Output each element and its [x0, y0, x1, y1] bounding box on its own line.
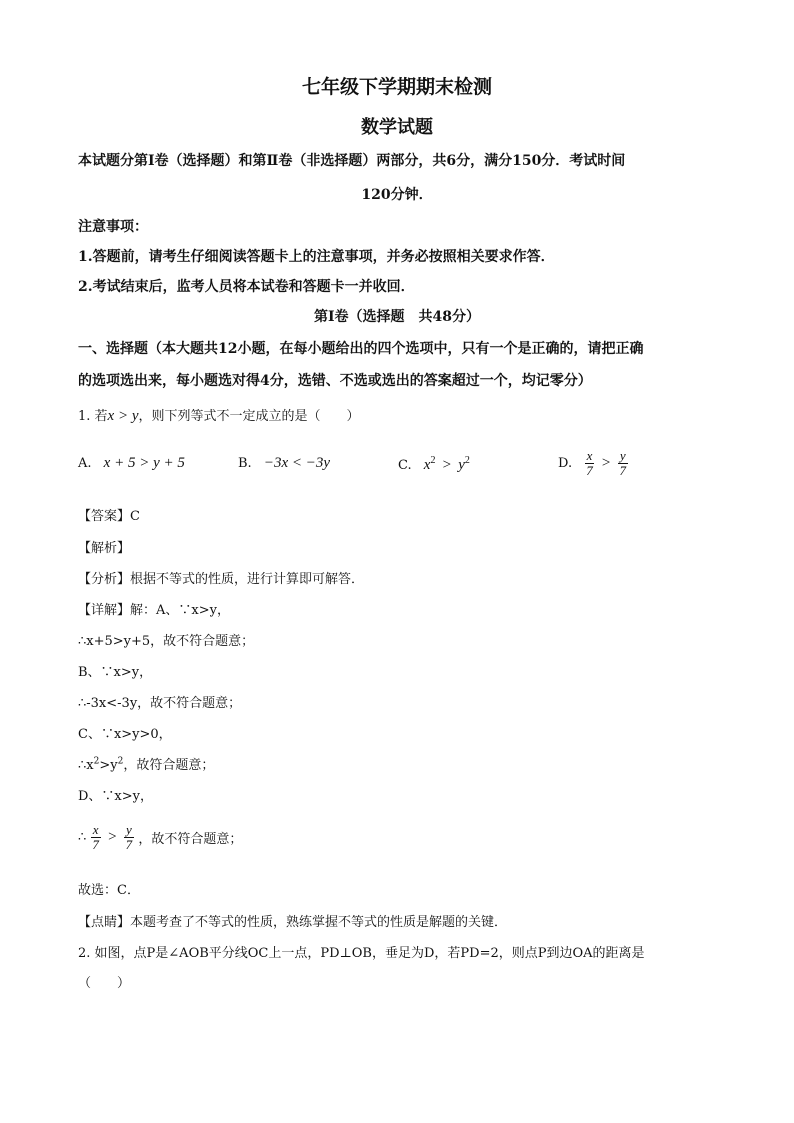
q1-option-c-exp2: 2 — [464, 455, 470, 466]
frac-numerator: y — [126, 822, 132, 837]
notice-item-1: 1.答题前，请考生仔细阅读答题卡上的注意事项，并务必按照相关要求作答． — [78, 249, 555, 265]
review-tag: 【点睛】 — [78, 915, 131, 930]
frac-denominator: 7 — [125, 837, 133, 852]
frac-numerator: x — [92, 822, 99, 837]
frac-denominator: 7 — [619, 463, 626, 478]
frac-numerator: x — [586, 448, 593, 463]
answer-value: C — [130, 509, 140, 524]
step-6-part-e: ，故符合题意； — [123, 758, 215, 773]
section-line-2: 的选项选出来，每小题选对得4分，选错、不选或选出的答案超过一个，均记零分） — [78, 373, 592, 389]
q1-review — [78, 911, 507, 930]
q1-option-c-label: C. — [398, 458, 412, 473]
notice-item-2: 2.考试结束后，监考人员将本试卷和答题卡一并收回． — [78, 279, 415, 295]
q1-fenxi — [78, 568, 364, 587]
q1-detail — [78, 599, 230, 618]
q1-option-d-frac1 — [584, 449, 595, 478]
frac-numerator: y — [619, 448, 626, 463]
q1-option-c-y: y — [458, 457, 465, 473]
step-8-op: > — [108, 829, 117, 845]
solution-step-2: ∴x+5>y+5，故不符合题意； — [78, 634, 255, 649]
q1-option-b — [238, 455, 330, 472]
part1-heading: 第Ⅰ卷（选择题 共48分） — [313, 309, 481, 325]
solution-step-5: C、∵x>y>0， — [78, 727, 172, 742]
section-line-1: 一、选择题（本大题共12小题，在每小题给出的四个选项中，只有一个是正确的，请把正确 — [78, 341, 644, 357]
detail-start: 解：A、∵x>y， — [130, 603, 230, 618]
step-6-exp-1: 2 — [93, 756, 100, 767]
q1-option-a-label: A. — [78, 456, 92, 471]
step-6-part-a: ∴x — [78, 758, 94, 773]
q1-option-a — [78, 455, 185, 472]
solution-step-7: D、∵x>y， — [78, 789, 153, 804]
q1-stem — [78, 405, 360, 425]
q1-prefix: 1. 若 — [78, 409, 108, 424]
analysis-tag: 【解析】 — [78, 541, 131, 556]
page-title: 七年级下学期期末检测 — [301, 76, 492, 98]
fenxi-text: 根据不等式的性质，进行计算即可解答． — [130, 572, 365, 587]
detail-tag: 【详解】 — [78, 603, 131, 618]
step-8-frac2 — [124, 823, 135, 852]
step-8-suffix: ，故不符合题意； — [138, 832, 243, 847]
q1-option-d — [558, 449, 628, 478]
q1-option-a-expr: x + 5 > y + 5 — [103, 455, 185, 471]
page-subtitle: 数学试题 — [361, 117, 433, 138]
solution-step-8 — [78, 823, 242, 852]
solution-step-3: B、∵x>y， — [78, 665, 153, 680]
q1-option-b-expr: −3x < −3y — [263, 455, 331, 471]
solution-step-6 — [78, 754, 214, 773]
q1-suffix: ，则下列等式不一定成立的是（ ） — [138, 409, 360, 424]
solution-step-4: ∴-3x<-3y，故不符合题意； — [78, 696, 242, 711]
fenxi-tag: 【分析】 — [78, 572, 131, 587]
q1-option-b-label: B. — [238, 456, 252, 471]
q1-answer — [78, 505, 140, 524]
q2-stem-line-1: 2. 如图，点P是∠AOB平分线OC上一点，PD⊥OB，垂足为D，若PD=2，则点P到边OA的距离是 — [78, 946, 645, 961]
q1-option-c-op: > — [442, 457, 452, 473]
answer-tag: 【答案】 — [78, 509, 131, 524]
choose-line: 故选：C． — [78, 883, 140, 898]
review-text: 本题考查了不等式的性质，熟练掌握不等式的性质是解题的关键． — [130, 915, 508, 930]
therefore-symbol: ∴ — [78, 830, 87, 845]
step-8-frac1 — [90, 823, 101, 852]
q1-option-c — [398, 455, 470, 474]
frac-denominator: 7 — [92, 837, 99, 852]
step-6-part-c: >y — [99, 758, 118, 773]
step-6-exp-2: 2 — [117, 756, 124, 767]
q1-option-d-label: D. — [558, 456, 573, 471]
q1-option-c-x: x — [423, 457, 431, 473]
q1-option-d-frac2 — [617, 449, 628, 478]
q1-option-d-op: > — [601, 455, 611, 471]
frac-denominator: 7 — [586, 463, 593, 478]
q1-condition: x > y — [107, 408, 139, 424]
intro-line-2: 120分钟． — [361, 187, 433, 203]
q2-stem-line-2: （ ） — [78, 976, 131, 991]
notice-heading: 注意事项： — [78, 219, 148, 235]
q1-option-c-exp1: 2 — [430, 455, 436, 466]
intro-line-1: 本试题分第Ⅰ卷（选择题）和第Ⅱ卷（非选择题）两部分，共6分，满分150分．考试时间 — [78, 153, 626, 169]
